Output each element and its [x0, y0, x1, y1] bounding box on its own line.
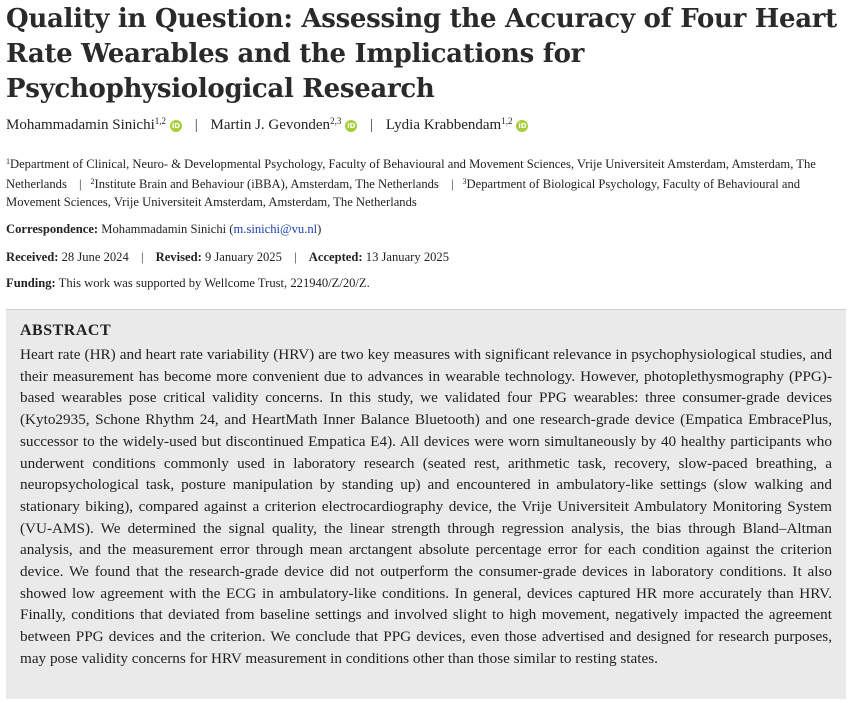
affiliations [6, 153, 846, 211]
revised-label: Revised: [155, 250, 202, 264]
affiliation-separator: | [79, 177, 82, 191]
author-affiliation-ref: 1,2 [501, 116, 513, 126]
author-name[interactable]: Lydia Krabbendam [385, 117, 502, 133]
accepted-date: 13 January 2025 [365, 250, 450, 264]
affiliation-text: Institute Brain and Behaviour (iBBA), Amsterdam, The Netherlands [94, 177, 439, 191]
author-separator: | [194, 117, 198, 133]
correspondence-label: Correspondence: [6, 222, 99, 236]
affiliation-text: Department of Biological Psychology, Faculty of Behavioural and Movement Sciences, Vrije Universiteit Amsterdam, Amsterdam, The Netherlands [6, 177, 801, 209]
paper-title: Quality in Question: Assessing the Accuracy of Four Heart Rate Wearables and the Implications for Psychophysiological Research [6, 4, 837, 104]
correspondence-line: Correspondence: Mohammadamin Sinichi (m.sinichi@vu.nl) [6, 222, 322, 236]
correspondence-email-link[interactable]: m.sinichi@vu.nl [233, 222, 318, 236]
author-separator: | [370, 117, 374, 133]
correspondence-name: Mohammadamin Sinichi [101, 222, 227, 236]
orcid-icon[interactable]: iD [518, 122, 527, 130]
abstract-box [6, 309, 846, 699]
funding-label: Funding: [6, 276, 56, 290]
abstract-heading: ABSTRACT [20, 322, 112, 339]
orcid-icon[interactable]: iD [171, 122, 181, 130]
funding-line [6, 276, 846, 291]
date-separator: | [140, 250, 144, 264]
author-list [6, 116, 846, 134]
received-date: 28 June 2024 [61, 250, 129, 264]
affiliation-separator: | [450, 177, 454, 191]
received-label: Received: [6, 250, 59, 264]
affiliation-number: 3 [462, 177, 467, 186]
accepted-label: Accepted: [308, 250, 363, 264]
affiliation-text: Department of Clinical, Neuro- & Developmental Psychology, Faculty of Behavioural and Movement Sciences, Vrije Universiteit Amsterdam, Amsterdam, The Netherlands [6, 157, 816, 191]
revised-date: 9 January 2025 [204, 250, 282, 264]
orcid-icon[interactable]: iD [347, 122, 356, 130]
author-affiliation-ref: 2,3 [330, 116, 342, 126]
author-affiliation-ref: 1,2 [154, 116, 166, 126]
affiliation-number: 2 [90, 177, 95, 186]
dates-line [6, 250, 846, 265]
author-name[interactable]: Mohammadamin Sinichi [6, 117, 155, 133]
funding-text: This work was supported by Wellcome Trust, 221940/Z/20/Z. [58, 276, 370, 290]
affiliation-number: 1 [6, 157, 10, 166]
abstract-text: Heart rate (HR) and heart rate variability (HRV) are two key measures with significant relevance in psychophysiological studies, and their measurement has become more convenient due to advances in wearable technology. However, photoplethysmography (PPG)-based wearables pose critical validity concerns. In this study, we validated four PPG wearables: three consumer-grade devices (Kyto2935, Schone Rhythm 24, and HeartMath Inner Balance Bluetooth) and one research-grade device (Empatica EmbracePlus, successor to the widely-used but discontinued Empatica E4). All devices were worn simultaneously by 40 healthy participants who underwent conditions commonly used in laboratory research (seated rest, arithmetic task, recovery, slow-paced breathing, a neuropsychological task, posture manipulation by standing up) and encountered in ambulatory-like settings (slow walking and stationary biking), compared against a criterion electrocardiography device, the Vrije Universiteit Ambulatory Monitoring System (VU-AMS). We determined the signal quality, the linear strength through regression analysis, the bias through Bland–Altman analysis, and the measurement error through mean arctangent absolute percentage error for each condition against the criterion device. We found that the research-grade device did not outperform the consumer-grade devices in laboratory conditions. It also showed low agreement with the ECG in ambulatory-like conditions. In general, devices captured HR more accurately than HRV. Finally, conditions that deviated from baseline settings and involved slight to high movement, negatively impacted the agreement between PPG devices and the criterion. We conclude that PPG devices, even those advertised and designed for research purposes, may pose validity concerns for HRV measurement in conditions other than those similar to resting states. [20, 346, 832, 667]
date-separator: | [294, 250, 297, 264]
author-name[interactable]: Martin J. Gevonden [210, 117, 331, 133]
